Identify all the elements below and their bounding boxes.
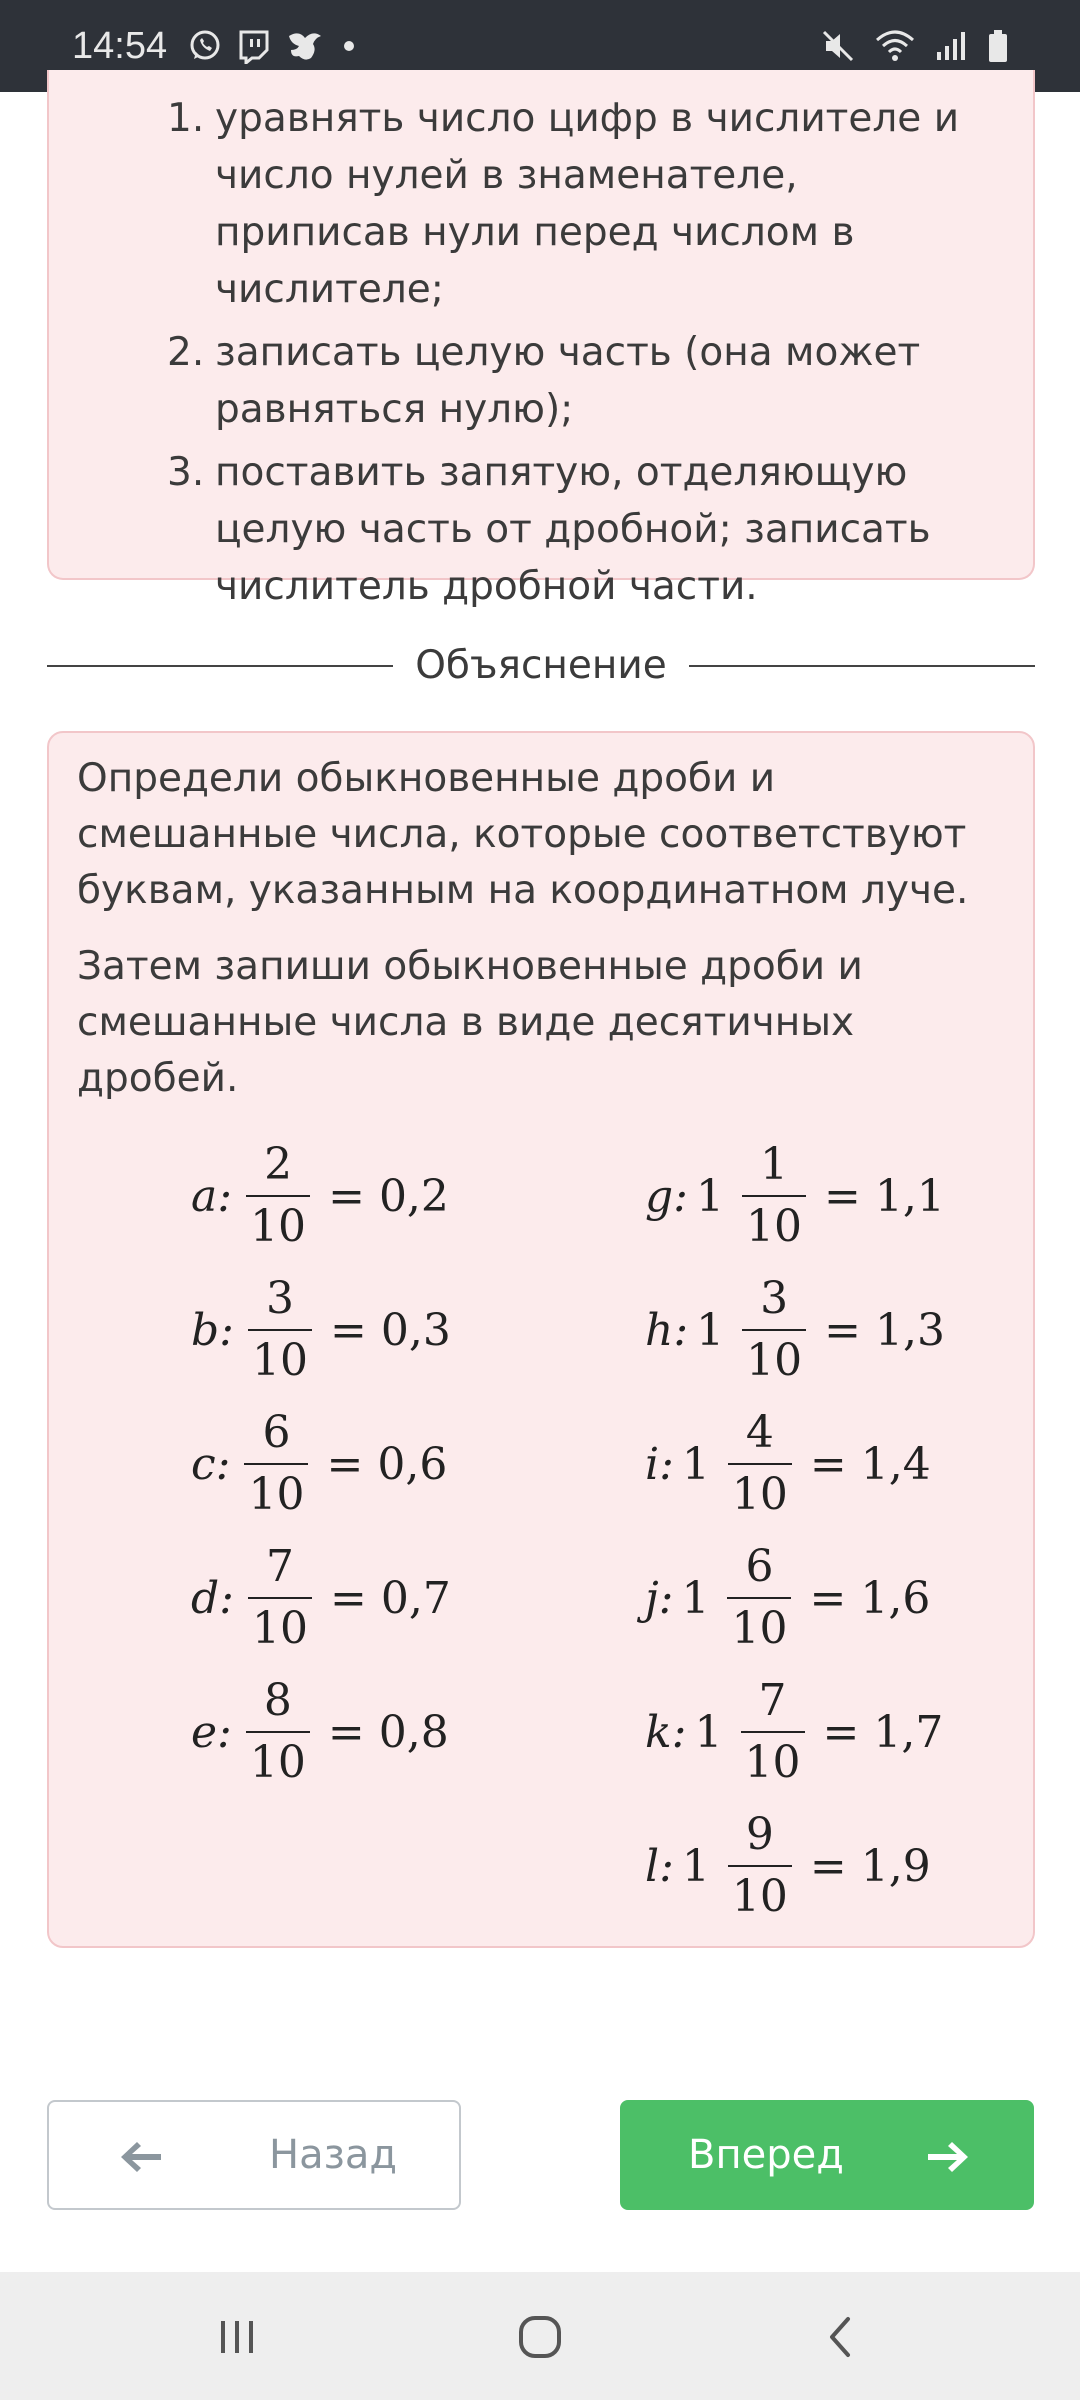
whatsapp-icon (187, 28, 223, 64)
math-expression (191, 1404, 447, 1524)
math-expression (645, 1672, 943, 1792)
equals-sign: = (330, 1304, 367, 1356)
rule-item (49, 324, 1033, 438)
fraction-denominator: 10 (741, 1731, 805, 1785)
fraction-denominator: 10 (728, 1865, 792, 1919)
math-expression (645, 1538, 930, 1658)
home-button[interactable] (490, 2302, 590, 2372)
decimal-result: 1,3 (875, 1304, 946, 1356)
battery-icon (986, 28, 1010, 64)
rule-number: 2. (167, 330, 205, 375)
point-letter: h: (645, 1304, 689, 1356)
fraction-numerator: 3 (760, 1273, 789, 1324)
fraction-numerator: 8 (263, 1675, 292, 1726)
whole-part: 1 (696, 1170, 724, 1222)
recents-icon (215, 2315, 259, 2359)
math-expression (645, 1806, 931, 1926)
fraction (741, 1675, 805, 1788)
fraction-denominator: 10 (246, 1195, 310, 1249)
divider-line-right (689, 665, 1035, 667)
rule-number: 1. (167, 96, 205, 141)
decimal-result: 0,7 (380, 1572, 451, 1624)
fraction-denominator: 10 (727, 1597, 791, 1651)
decimal-result: 0,8 (378, 1706, 449, 1758)
arrow-right-icon (926, 2139, 970, 2175)
equals-sign: = (327, 1706, 365, 1758)
signal-icon (934, 28, 968, 64)
rule-box (47, 70, 1035, 609)
decimal-result: 1,9 (860, 1840, 931, 1892)
fraction-numerator: 4 (745, 1407, 774, 1458)
math-expression (645, 1270, 945, 1390)
whole-part: 1 (681, 1438, 710, 1490)
equals-sign: = (809, 1572, 847, 1624)
decimal-result: 1,6 (860, 1572, 931, 1624)
equals-sign: = (326, 1438, 364, 1490)
status-time: 14:54 (72, 24, 168, 67)
whole-part: 1 (694, 1706, 723, 1758)
point-letter: b: (191, 1304, 234, 1356)
arrow-left-icon (119, 2139, 163, 2175)
rule-text: поставить запятую, отделяющую целую часть от дробной; записать числитель дробной части. (215, 450, 931, 609)
back-icon (820, 2313, 860, 2361)
math-expression (191, 1136, 449, 1256)
home-icon (516, 2313, 564, 2361)
fraction-numerator: 2 (264, 1139, 293, 1190)
mute-icon (820, 28, 856, 64)
point-letter: d: (191, 1572, 234, 1624)
fraction (727, 1541, 791, 1654)
recents-button[interactable] (187, 2302, 287, 2372)
equals-sign: = (330, 1572, 367, 1624)
explanation-box (47, 731, 1035, 1948)
fraction-numerator: 7 (758, 1675, 787, 1726)
decimal-result: 1,1 (874, 1170, 945, 1222)
point-letter: l: (645, 1840, 674, 1892)
fraction (244, 1407, 308, 1520)
fraction-denominator: 10 (246, 1731, 310, 1785)
fraction-denominator: 10 (244, 1463, 308, 1517)
explanation-paragraph-1: Определи обыкновенные дроби и смешанные числа, которые соответствуют буквам, указанным на координатном луче. (77, 756, 969, 913)
section-divider (47, 636, 1035, 696)
navigation-bar (0, 2272, 1080, 2400)
fraction (742, 1139, 806, 1252)
whole-part: 1 (681, 1572, 710, 1624)
whole-part: 1 (681, 1840, 710, 1892)
equals-sign: = (824, 1170, 861, 1222)
explanation-paragraph-2: Затем запиши обыкновенные дроби и смешанные числа в виде десятичных дробей. (77, 944, 863, 1101)
next-button-label: Вперед (688, 2132, 844, 2178)
rule-list (49, 90, 1033, 621)
equals-sign: = (809, 1438, 847, 1490)
fraction-numerator: 6 (745, 1541, 774, 1592)
divider-label: Объяснение (415, 643, 667, 688)
decimal-result: 0,6 (377, 1438, 448, 1490)
point-letter: k: (645, 1706, 687, 1758)
math-expression (191, 1270, 451, 1390)
twitch-icon (237, 28, 271, 64)
point-letter: e: (191, 1706, 232, 1758)
fraction (246, 1139, 310, 1252)
point-letter: i: (645, 1438, 674, 1490)
decimal-result: 1,4 (860, 1438, 931, 1490)
bird-app-icon (285, 28, 325, 64)
rule-item (49, 444, 1033, 615)
rule-number: 3. (167, 450, 205, 495)
fraction-numerator: 1 (760, 1139, 788, 1190)
fraction (248, 1541, 312, 1654)
next-button[interactable] (620, 2100, 1034, 2210)
rule-item (49, 90, 1033, 318)
fraction (246, 1675, 310, 1788)
point-letter: c: (191, 1438, 231, 1490)
rule-text: уравнять число цифр в числителе и число нулей в знаменателе, приписав нули перед числом в числителе; (215, 96, 960, 312)
back-button[interactable] (47, 2100, 461, 2210)
equals-sign: = (809, 1840, 847, 1892)
fraction (248, 1273, 312, 1386)
fraction-denominator: 10 (728, 1463, 792, 1517)
math-expression (191, 1538, 451, 1658)
fraction-denominator: 10 (742, 1329, 806, 1383)
rule-text: записать целую часть (она может равняться нулю); (215, 330, 921, 432)
fraction-numerator: 6 (262, 1407, 291, 1458)
system-back-button[interactable] (790, 2302, 890, 2372)
fraction (728, 1407, 792, 1520)
math-expression (645, 1404, 931, 1524)
dot-icon (339, 28, 359, 64)
fraction-numerator: 7 (266, 1541, 294, 1592)
equals-sign: = (824, 1304, 862, 1356)
math-expression (645, 1136, 945, 1256)
math-expression (191, 1672, 449, 1792)
fraction-numerator: 3 (266, 1273, 294, 1324)
fraction-numerator: 9 (745, 1809, 774, 1860)
back-button-label: Назад (269, 2132, 398, 2178)
decimal-result: 0,3 (380, 1304, 451, 1356)
system-icons (820, 28, 1010, 64)
fraction (742, 1273, 806, 1386)
equals-sign: = (822, 1706, 860, 1758)
decimal-result: 1,7 (873, 1706, 944, 1758)
decimal-result: 0,2 (378, 1170, 449, 1222)
point-letter: g: (645, 1170, 688, 1222)
point-letter: a: (191, 1170, 233, 1222)
fraction-denominator: 10 (248, 1329, 312, 1383)
equals-sign: = (328, 1170, 365, 1222)
point-letter: j: (645, 1572, 674, 1624)
wifi-icon (874, 28, 916, 64)
whole-part: 1 (696, 1304, 725, 1356)
fraction-denominator: 10 (248, 1597, 312, 1651)
notification-icons (187, 28, 359, 64)
fraction (728, 1809, 792, 1922)
fraction-denominator: 10 (742, 1195, 806, 1249)
